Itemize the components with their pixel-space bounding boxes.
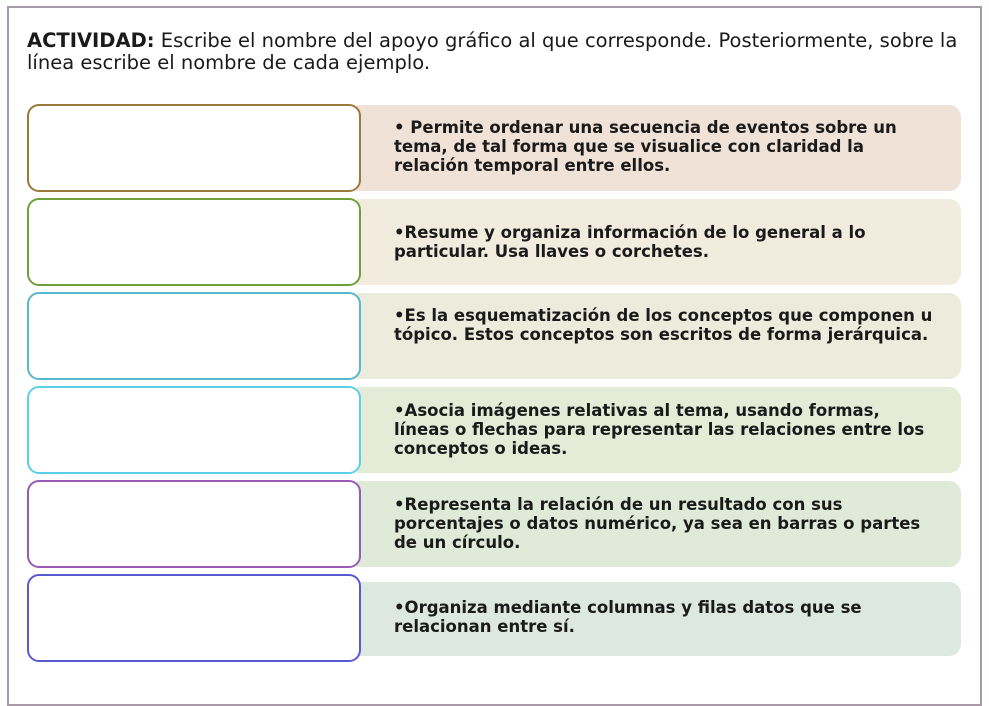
- answer-box-2[interactable]: [27, 198, 361, 286]
- activity-label: ACTIVIDAD:: [27, 29, 155, 52]
- worksheet: [7, 6, 982, 706]
- item-row-4: [9, 386, 984, 476]
- answer-box-1[interactable]: [27, 104, 361, 192]
- description-text-1: • Permite ordenar una secuencia de eventos sobre un tema, de tal forma que se visualice con claridad la relación temporal entre ellos.: [394, 118, 897, 175]
- answer-box-4[interactable]: [27, 386, 361, 474]
- answer-box-3[interactable]: [27, 292, 361, 380]
- description-text-6: •Organiza mediante columnas y filas datos que se relacionan entre sí.: [394, 598, 862, 636]
- item-row-1: [9, 104, 984, 194]
- activity-instructions: [27, 30, 967, 74]
- description-text-4: •Asocia imágenes relativas al tema, usando formas, líneas o flechas para representar las relaciones entre los conceptos o ideas.: [394, 401, 925, 458]
- answer-box-5[interactable]: [27, 480, 361, 568]
- description-text-3: •Es la esquematización de los conceptos que componen u tópico. Estos conceptos son escritos de forma jerárquica.: [394, 306, 933, 344]
- item-row-2: [9, 198, 984, 288]
- item-row-5: [9, 480, 984, 570]
- description-text-5: •Representa la relación de un resultado con sus porcentajes o datos numérico, ya sea en barras o partes de un círculo.: [394, 495, 921, 552]
- description-text-2: •Resume y organiza información de lo general a lo particular. Usa llaves o corchetes.: [394, 223, 866, 261]
- item-row-3: [9, 292, 984, 382]
- answer-box-6[interactable]: [27, 574, 361, 662]
- item-row-6: [9, 574, 984, 664]
- activity-text: Escribe el nombre del apoyo gráfico al que corresponde. Posteriormente, sobre la línea escribe el nombre de cada ejemplo.: [27, 29, 958, 74]
